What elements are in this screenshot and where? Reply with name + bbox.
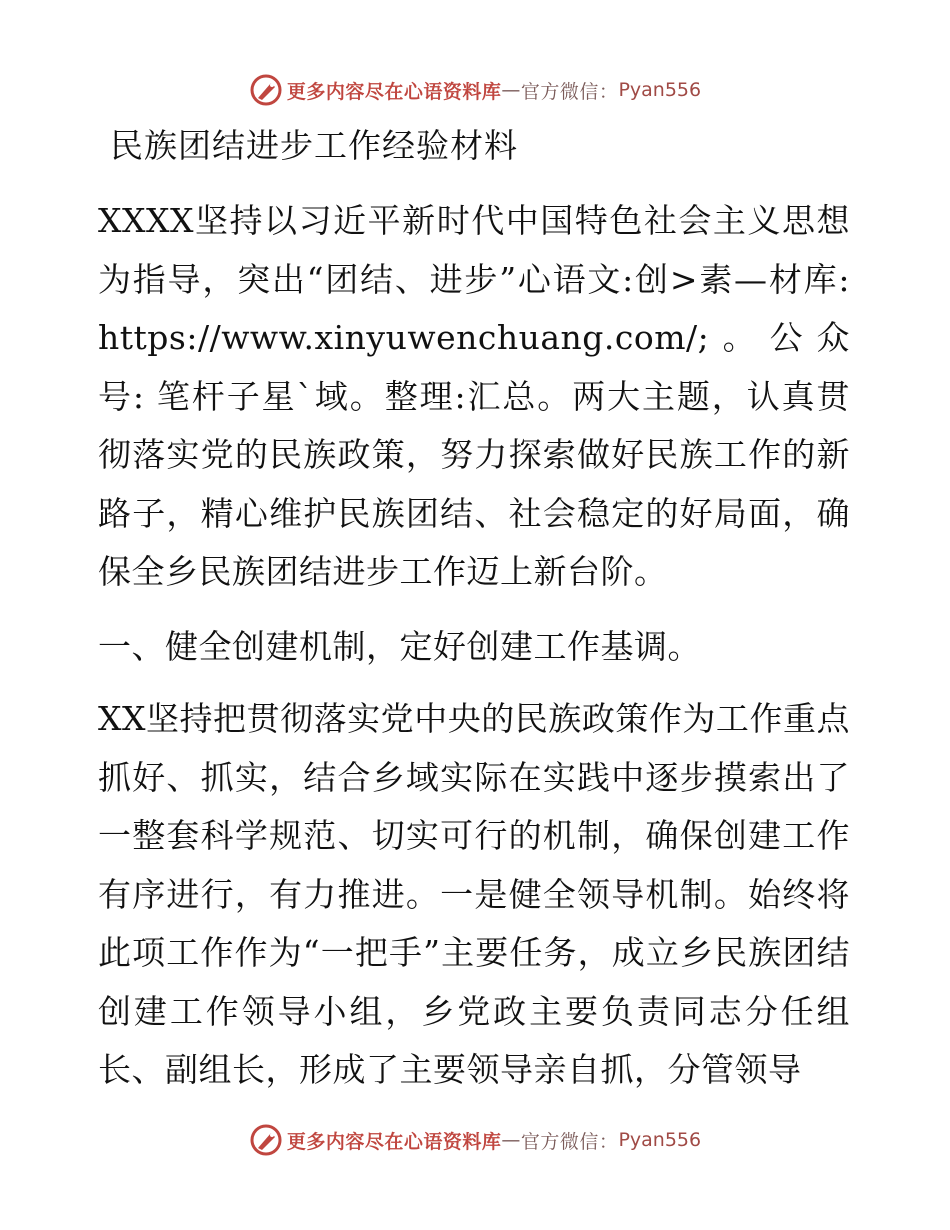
document-title: 民族团结进步工作经验材料: [110, 126, 518, 165]
watermark-main-text: 更多内容尽在心语资料库: [286, 1130, 502, 1153]
watermark-handle: Pyan556: [618, 1129, 702, 1151]
paragraph-section-1: XX坚持把贯彻落实党中央的民族政策作为工作重点抓好、抓实，结合乡域实际在实践中逐步摸索出了一整套科学规范、切实可行的机制，确保创建工作有序进行，有力推进。一是健全领导机制。始终将此项工作作为“一把手”主要任务，成立乡民族团结创建工作领导小组，乡党政主要负责同志分任组长、副组长，形成了主要领导亲自抓，分管领导: [98, 699, 850, 1089]
header-watermark: [0, 70, 950, 110]
paragraph-intro: XXXX坚持以习近平新时代中国特色社会主义思想为指导，突出“团结、进步”心语文:创>素—材库: https://www.xinyuwenchuang.com/;。公众号: 笔杆子星`域。整理:汇总。两大主题，认真贯彻落实党的民族政策，努力探索做好民族工作的新路子，精心维护民族团结、社会稳定的好局面，确保全乡民族团结进步工作迈上新台阶。: [98, 201, 850, 591]
watermark-separator: —: [501, 79, 521, 101]
watermark-handle: Pyan556: [618, 79, 702, 101]
watermark-main-text: 更多内容尽在心语资料库: [286, 80, 502, 103]
section-heading-1: 一、健全创建机制，定好创建工作基调。: [98, 627, 701, 666]
watermark-separator: —: [501, 1129, 521, 1151]
footer-watermark: [0, 1120, 950, 1160]
pen-logo-icon: [249, 73, 283, 107]
watermark-official-label: 官方微信：: [520, 80, 619, 103]
pen-logo-icon: [249, 1123, 283, 1157]
watermark-official-label: 官方微信：: [520, 1130, 619, 1153]
